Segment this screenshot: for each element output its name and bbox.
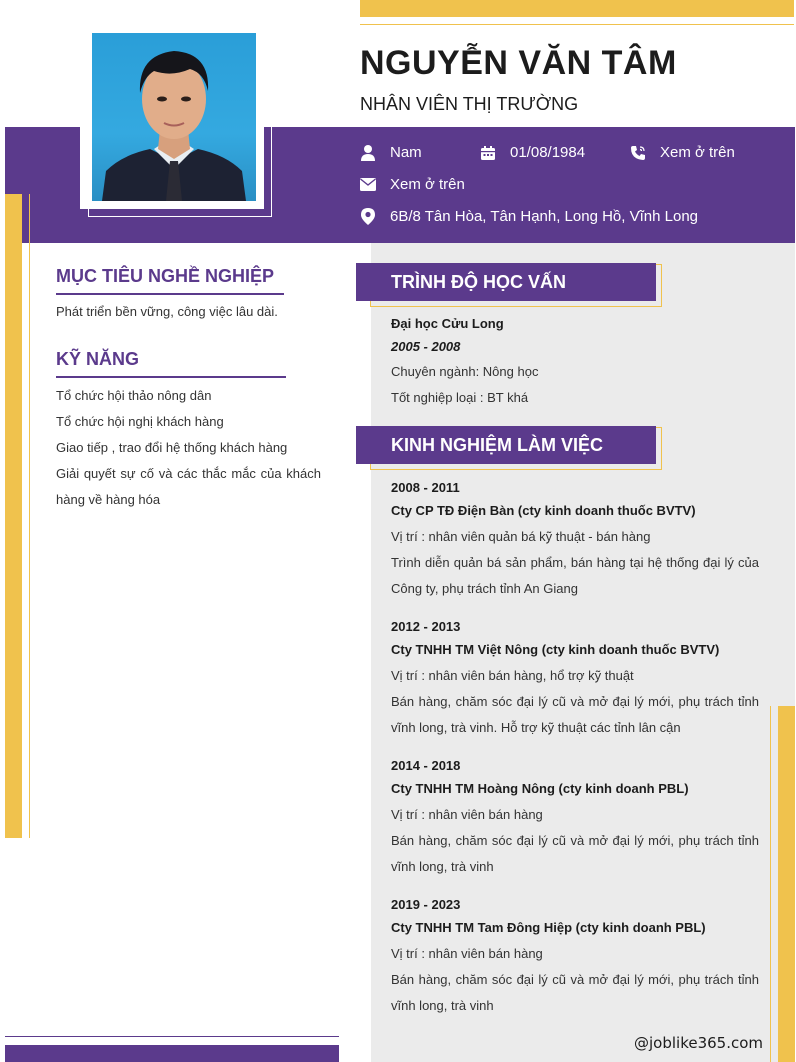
candidate-name: NGUYỄN VĂN TÂM [360,44,677,82]
job-company: Cty TNHH TM Việt Nông (cty kinh doanh thuốc BVTV) [391,642,720,657]
right-gold-line [770,706,771,1062]
skills-heading: KỸ NĂNG [56,349,140,369]
job-position: Vị trí : nhân viên quản bá kỹ thuật - bán hàng [391,529,651,544]
candidate-title: NHÂN VIÊN THỊ TRƯỜNG [360,94,579,114]
job-years: 2008 - 2011 [391,480,460,495]
address-value: 6B/8 Tân Hòa, Tân Hạnh, Long Hồ, Vĩnh Long [390,208,698,225]
site-watermark: @joblike365.com [634,1034,764,1052]
contact-email [360,176,465,193]
job-position: Vị trí : nhân viên bán hàng [391,946,543,961]
gender-value: Nam [390,144,422,161]
left-gold-line [29,194,30,838]
job-years: 2012 - 2013 [391,619,461,634]
objective-underline [56,293,284,295]
contact-address [360,208,698,225]
right-gold-bar [778,706,795,1062]
job-company: Cty TNHH TM Hoàng Nông (cty kinh doanh PBL) [391,781,689,796]
phone-value: Xem ở trên [660,144,735,161]
email-value: Xem ở trên [390,176,465,193]
top-gold-bar [360,0,794,17]
left-gold-bar [5,194,22,838]
education-years: 2005 - 2008 [391,339,461,354]
map-pin-icon [360,209,376,225]
experience-entry [391,754,759,880]
contact-gender [360,144,422,161]
bottom-purple-line [5,1036,339,1037]
contact-dob [480,144,585,161]
photo-frame [80,33,264,209]
experience-heading: KINH NGHIỆM LÀM VIỆC [356,426,656,464]
job-description: Bán hàng, chăm sóc đại lý cũ và mở đại lý mới, phụ trách tỉnh vĩnh long, trà vinh. Hỗ trợ kỹ thuật các tỉnh lân cận [391,694,759,735]
objective-text: Phát triển bền vững, công việc lâu dài. [56,304,278,319]
user-icon [360,145,376,161]
top-gold-line [360,24,794,25]
job-description: Trình diễn quản bá sản phẩm, bán hàng tại hệ thống đại lý của Công ty, phụ trách tỉnh An Giang [391,555,759,596]
education-grade: Tốt nghiệp loại : BT khá [391,390,529,405]
job-description: Bán hàng, chăm sóc đại lý cũ và mở đại lý mới, phụ trách tỉnh vĩnh long, trà vinh [391,972,759,1013]
experience-entry [391,615,759,741]
contact-phone [630,144,735,161]
skill-item: Tổ chức hội nghị khách hàng [56,414,224,429]
skills-underline [56,376,286,378]
calendar-icon [480,145,496,161]
education-major: Chuyên ngành: Nông học [391,364,539,379]
bottom-purple-bar [5,1045,339,1062]
job-position: Vị trí : nhân viên bán hàng [391,807,543,822]
profile-photo [92,33,256,201]
job-company: Cty CP TĐ Điện Bàn (cty kinh doanh thuốc BVTV) [391,503,696,518]
skill-item: Tổ chức hội thảo nông dân [56,388,212,403]
experience-entry [391,476,759,602]
skills-list [56,383,321,513]
job-company: Cty TNHH TM Tam Đông Hiệp (cty kinh doanh PBL) [391,920,706,935]
envelope-icon [360,177,376,193]
skill-item: Giao tiếp , trao đổi hệ thống khách hàng [56,440,288,455]
education-school: Đại học Cửu Long [391,316,504,331]
skill-item: Giải quyết sự cố và các thắc mắc của khách hàng về hàng hóa [56,466,321,507]
phone-icon [630,145,646,161]
objective-heading: MỤC TIÊU NGHỀ NGHIỆP [56,266,275,286]
experience-entry [391,893,759,1019]
dob-value: 01/08/1984 [510,144,586,161]
education-heading: TRÌNH ĐỘ HỌC VẤN [356,263,656,301]
job-years: 2019 - 2023 [391,897,461,912]
job-description: Bán hàng, chăm sóc đại lý cũ và mở đại lý mới, phụ trách tỉnh vĩnh long, trà vinh [391,833,759,874]
job-years: 2014 - 2018 [391,758,461,773]
job-position: Vị trí : nhân viên bán hàng, hổ trợ kỹ thuật [391,668,634,683]
